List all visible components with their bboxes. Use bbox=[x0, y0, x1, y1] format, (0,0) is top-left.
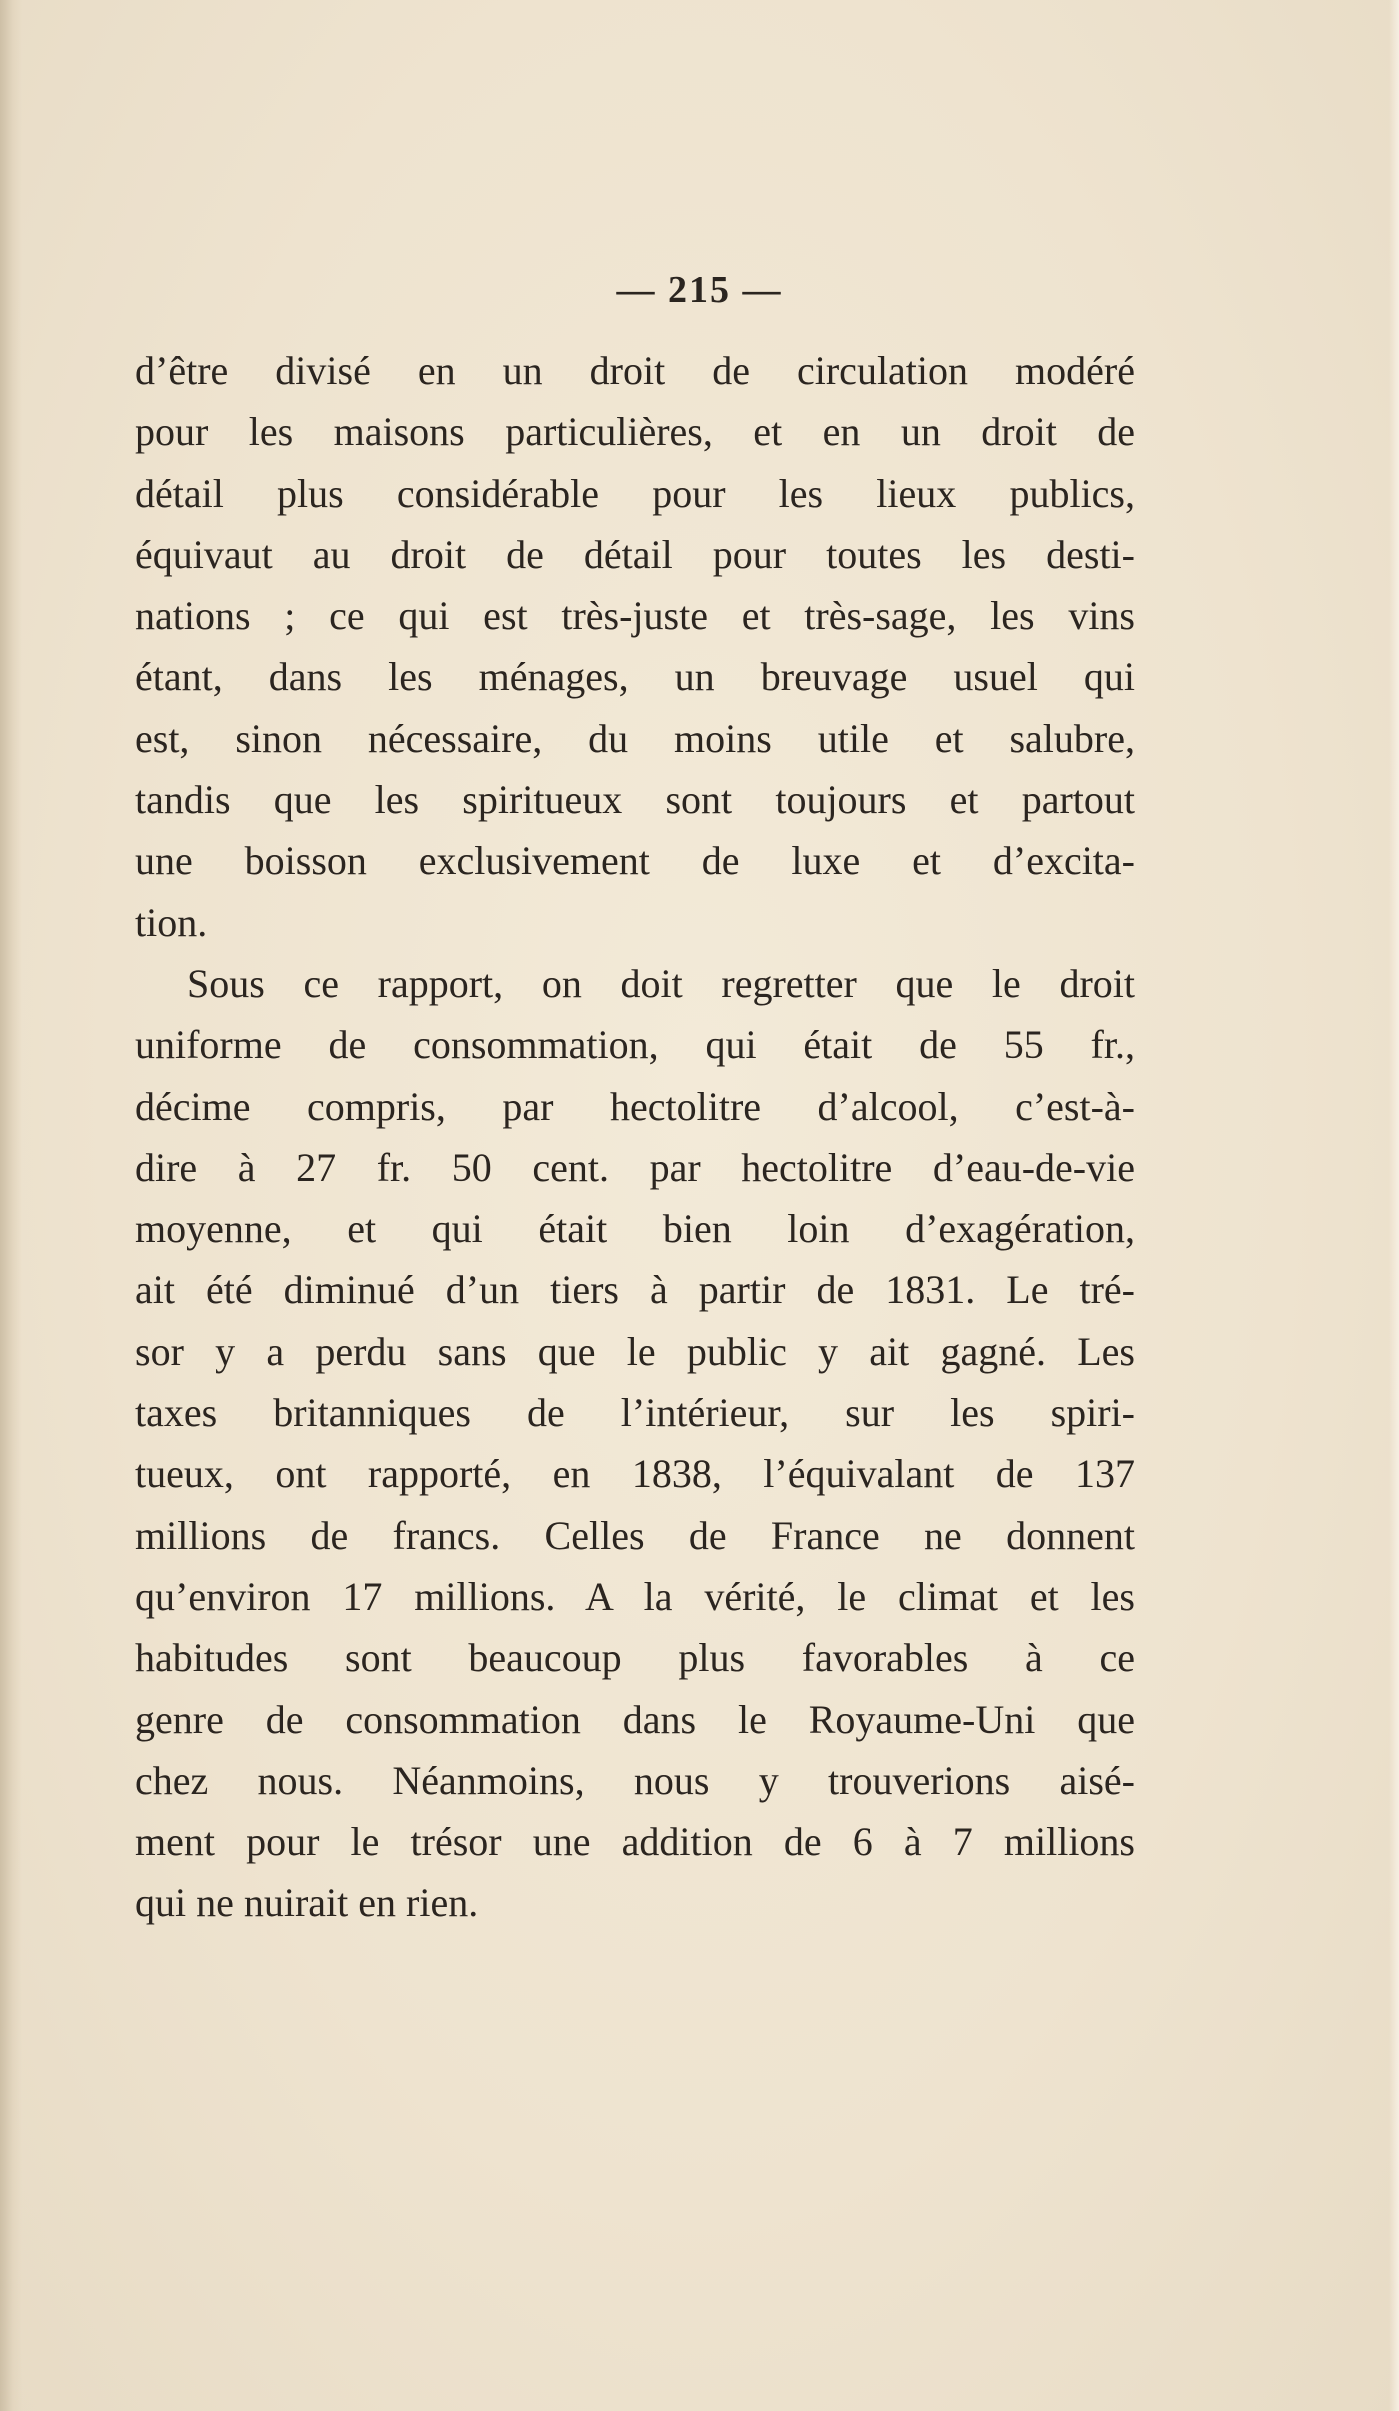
text-line: moyenne, et qui était bien loin d’exagération, bbox=[135, 1206, 1135, 1252]
text-line: qu’environ 17 millions. A la vérité, le climat et les bbox=[135, 1573, 1135, 1619]
text-line: pour les maisons particulières, et en un droit de bbox=[135, 409, 1135, 455]
page-number: — 215 — bbox=[616, 269, 783, 311]
body-text bbox=[135, 340, 1135, 1934]
text-line: sor y a perdu sans que le public y ait gagné. Les bbox=[135, 1328, 1135, 1374]
text-line: tion. bbox=[135, 899, 208, 945]
text-line: habitudes sont beaucoup plus favorables à ce bbox=[135, 1635, 1135, 1681]
gutter-shadow bbox=[0, 0, 22, 2411]
text-line: chez nous. Néanmoins, nous y trouverions aisé- bbox=[135, 1757, 1135, 1803]
text-line: tandis que les spiritueux sont toujours et partout bbox=[135, 777, 1135, 823]
text-line: détail plus considérable pour les lieux publics, bbox=[135, 470, 1135, 516]
text-line: uniforme de consommation, qui était de 55 fr., bbox=[135, 1022, 1135, 1068]
text-line: dire à 27 fr. 50 cent. par hectolitre d’eau-de-vie bbox=[135, 1144, 1135, 1190]
text-line: une boisson exclusivement de luxe et d’excita- bbox=[135, 838, 1135, 884]
text-line: décime compris, par hectolitre d’alcool, c’est-à- bbox=[135, 1083, 1135, 1129]
text-line: qui ne nuirait en rien. bbox=[135, 1880, 479, 1926]
text-line: tueux, ont rapporté, en 1838, l’équivalant de 137 bbox=[135, 1451, 1135, 1497]
text-line: équivaut au droit de détail pour toutes les desti- bbox=[135, 531, 1135, 577]
paragraph-start: Sous ce rapport, on doit regretter que le droit bbox=[187, 960, 1135, 1006]
text-line: taxes britanniques de l’intérieur, sur les spiri- bbox=[135, 1390, 1135, 1436]
page-edge bbox=[1389, 0, 1399, 2411]
text-line: étant, dans les ménages, un breuvage usuel qui bbox=[135, 654, 1135, 700]
text-line: est, sinon nécessaire, du moins utile et salubre, bbox=[135, 715, 1135, 761]
text-line: nations ; ce qui est très-juste et très-sage, les vins bbox=[135, 593, 1135, 639]
text-line: d’être divisé en un droit de circulation modéré bbox=[135, 348, 1135, 393]
text-line: ait été diminué d’un tiers à partir de 1831. Le tré- bbox=[135, 1267, 1135, 1313]
text-line: genre de consommation dans le Royaume-Uni que bbox=[135, 1696, 1135, 1742]
text-line: ment pour le trésor une addition de 6 à 7 millions bbox=[135, 1819, 1135, 1865]
text-line: millions de francs. Celles de France ne donnent bbox=[135, 1512, 1135, 1558]
